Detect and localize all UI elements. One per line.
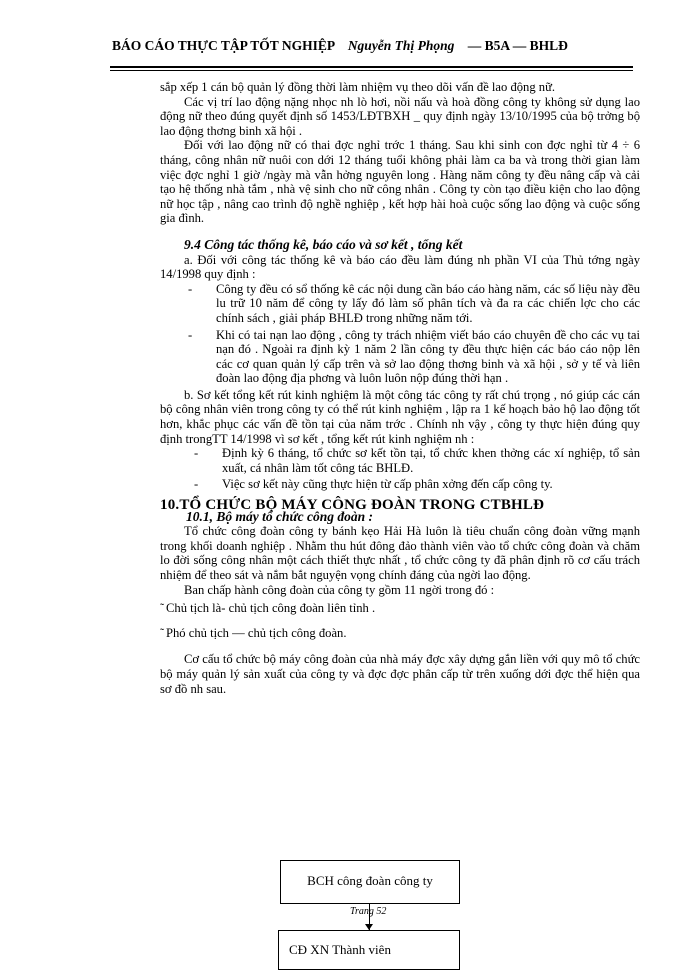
section-heading-10-1: 10.1, Bộ máy tổ chức công đoàn : [186,508,373,524]
list-item: - Công ty đều có sổ thống kê các nội dung cần báo cáo hàng năm, các số liệu này đều lu trữ 10 năm để công ty lấy đó làm số phân tích và đa ra các chiến lợc cho các chính sách , giải pháp BHLĐ trong những năm tới. [216,282,640,326]
report-title: BÁO CÁO THỰC TẬP TỐT NGHIỆP [112,38,335,53]
dash-list [160,446,640,492]
org-box-bch: BCH công đoàn công ty [280,860,460,904]
org-box-member: CĐ XN Thành viên [278,930,460,970]
list-item: - Việc sơ kết này cũng thực hiện từ cấp phân xởng đến cấp công ty. [222,477,640,492]
chapter-heading-10: 10.TỔ CHỨC BỘ MÁY CÔNG ĐOÀN TRONG CTBHLĐ [160,497,545,514]
list-item: - Định kỳ 6 tháng, tổ chức sơ kết tồn tại, tổ chức khen thởng các xí nghiệp, tổ sản xuất, cá nhân làm tốt công tác BHLĐ. [222,446,640,475]
paragraph: b. Sơ kết tổng kết rút kinh nghiệm là một công tác công ty rất chú trọng , nó giúp các cán bộ công nhân viên trong công ty có thể rút kinh nghiệm , lập ra 1 kế hoạch bảo hộ lao động tốt hơn, khắc phục các vấn đề tồn tại của năm trớc . Chính nh vậy , công ty thực hiện đúng quy định trongTT 14/1998 vì sơ kết , tổng kết rút kinh nghiệm nh : [160,387,640,446]
class-info: — B5A — BHLĐ [467,38,568,53]
page-number: Trang 52 [350,906,387,917]
paragraph: Ban chấp hành công đoàn của công ty gồm 11 ngời trong đó : [184,582,495,597]
paragraph: Các vị trí lao động nặng nhọc nh lò hơi, nồi nấu và hoà đồng công ty không sử dụng lao động nữ theo đúng quyết định số 1453/LĐTBXH _ quy định ngày 13/10/1995 của bộ trởng bộ lao động thơng binh xã hội . [160,94,640,138]
paragraph: Đối với lao động nữ có thai đợc nghỉ trớc 1 tháng. Sau khi sinh con đợc nghỉ từ 4 ÷ 6 tháng, công nhân nữ nuôi con dới 12 tháng tuổi không phải làm ca ba và trong thời gian làm việc đợc nghỉ 1 giờ /ngày mà vẫn hởng nguyên long . Hàng năm công ty đều nâng cấp và cải tạo hệ thống nhà tắm , nhà vệ sinh cho nữ công nhân . Công ty còn tạo điều kiện cho lao động nữ học tập , nâng cao trình độ nghề nghiệp , kết hợp hài hoà cuộc sống lao động và cuộc sống gia đình. [160,138,640,226]
bullet-line: ˜ Phó chủ tịch — chủ tịch công đoàn. [160,625,347,640]
paragraph: Cơ cấu tổ chức bộ máy công đoàn của nhà máy đợc xây dựng gắn liền với quy mô tổ chức bộ máy quản lý sản xuất của công ty và đợc đợc phân cấp từ trên xuống dới đợc thể hiện qua sơ đồ nh sau. [160,652,640,696]
paragraph: Tổ chức công đoàn công ty bánh kẹo Hải Hà luôn là tiêu chuẩn công đoàn vững mạnh trong khối doanh nghiệp . Nhằm thu hút đông đảo thành viên vào tổ chức công đoàn và chăm lo đời sống công nhân một cách thiết thực nhất , tổ chức công ty đã phân định rõ cơ cấu trách nhiệm để theo sát và nắm bắt nguyện vọng chính đáng của ngời lao động. [160,524,640,582]
author-name: Nguyễn Thị Phọng [347,38,455,53]
paragraph: sắp xếp 1 cán bộ quản lý đồng thời làm nhiệm vụ theo dõi vấn đề lao động nữ. [160,80,556,94]
paragraph: a. Đối với công tác thống kê và báo cáo đều làm đúng nh phần VI của Thủ tớng ngày 14/1998 quy định : [160,252,640,282]
bullet-text: Phó chủ tịch — chủ tịch công đoàn. [166,625,347,640]
bullet-text: Chủ tịch là- chủ tịch công đoàn liên tỉnh . [166,601,376,616]
document-body [160,80,640,696]
bullet-line: ˜ Chủ tịch là- chủ tịch công đoàn liên tỉnh . [160,601,376,616]
page-header [112,38,632,54]
section-heading-9-4: 9.4 Công tác thống kê, báo cáo và sơ kết , tổng kết [184,236,463,252]
list-item: - Khi có tai nạn lao động , công ty trách nhiệm viết báo cáo chuyên đề cho các vụ tai nạn đó . Ngoài ra định kỳ 1 năm 2 lần công ty đều thực hiện các báo cáo nộp lên các cơ quan quản lý cấp trên và sở lao động thơng binh và xã hội , sở y tế và liên đoàn lao động địa phơng và luôn luôn nộp đúng thời hạn . [216,328,640,386]
dash-list [160,282,640,386]
header-divider [110,66,633,71]
